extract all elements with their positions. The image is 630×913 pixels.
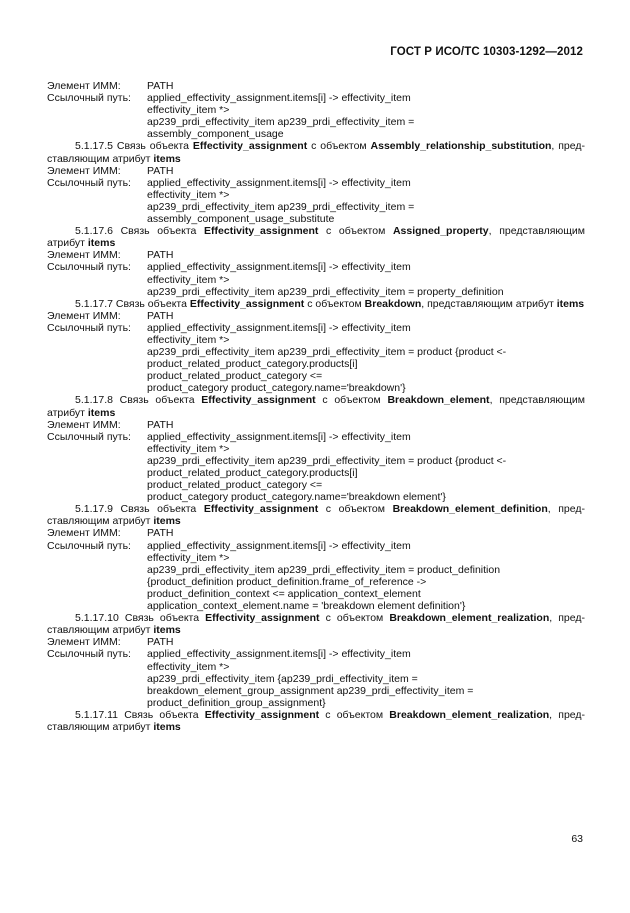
indent [47, 286, 147, 298]
indent [47, 576, 147, 588]
indent [47, 382, 147, 394]
reference-path-line: ap239_prdi_effectivity_item ap239_prdi_effectivity_item = [147, 116, 415, 129]
document-body [47, 80, 585, 733]
reference-path-row [47, 491, 585, 503]
reference-path-row [47, 92, 585, 104]
clause-text: с объектом [307, 297, 362, 310]
element-value: PATH [147, 80, 174, 92]
mapping-block [47, 140, 585, 225]
clause-text: с объектом [326, 225, 386, 238]
reference-path-line: effectivity_item *> [147, 188, 230, 201]
indent [47, 467, 147, 479]
reference-path-line: assembly_component_usage_substitute [147, 213, 335, 226]
element-value: PATH [147, 164, 174, 177]
clause-text: Связь объекта [124, 612, 200, 625]
indent [47, 104, 147, 116]
clause-text: , пред- ставляющим атрибут [47, 612, 585, 637]
mapping-block [47, 709, 585, 733]
reference-path-line: applied_effectivity_assignment.items[i] -> effectivity_item [147, 539, 411, 552]
clause-target: Breakdown_element_definition [392, 503, 548, 516]
clause-text: , представляющим атрибут [421, 297, 554, 310]
reference-path-line: product_related_product_category <= [147, 479, 323, 492]
reference-path-row [47, 382, 585, 394]
indent [47, 334, 147, 346]
clause-text: Связь объекта [124, 708, 199, 721]
indent [47, 685, 147, 697]
clause-text: , представляющим атрибут [47, 225, 585, 250]
indent [47, 661, 147, 673]
clause-text: , пред- ставляющим атрибут [47, 708, 586, 733]
indent [47, 201, 147, 213]
reference-path-row [47, 479, 585, 491]
reference-path-line: product_definition_group_assignment} [147, 696, 326, 709]
indent [47, 491, 147, 503]
reference-path-label: Ссылочный путь: [47, 176, 131, 189]
page-number: 63 [571, 833, 583, 845]
indent [47, 274, 147, 286]
clause-text: Связь объекта [119, 394, 195, 407]
indent [47, 552, 147, 564]
clause-number: 5.1.17.6 [75, 225, 113, 238]
element-label: Элемент ИММ: [47, 418, 121, 431]
indent [47, 128, 147, 140]
element-row [47, 527, 585, 539]
clause-entity: Effectivity_assignment [189, 297, 305, 310]
reference-path-row [47, 673, 585, 685]
clause-heading [47, 140, 585, 164]
clause-entity: Effectivity_assignment [204, 708, 320, 721]
reference-path-row [47, 443, 585, 455]
element-row [47, 165, 585, 177]
clause-number: 5.1.17.11 [75, 708, 119, 721]
reference-path-row [47, 274, 585, 286]
reference-path-row [47, 685, 585, 697]
reference-path-row [47, 261, 585, 273]
reference-path-label: Ссылочный путь: [47, 430, 131, 443]
reference-path-line: effectivity_item *> [147, 660, 230, 673]
clause-heading [47, 503, 585, 527]
reference-path-line: product_related_product_category <= [147, 370, 323, 383]
attribute-name: items [153, 624, 181, 637]
reference-path-row [47, 648, 585, 660]
clause-target: Breakdown_element_realization [389, 708, 550, 721]
reference-path-row [47, 600, 585, 612]
reference-path-row [47, 661, 585, 673]
indent [47, 673, 147, 685]
indent [47, 564, 147, 576]
element-label: Элемент ИММ: [47, 164, 121, 177]
reference-path-line: applied_effectivity_assignment.items[i] -> effectivity_item [147, 176, 411, 189]
clause-number: 5.1.17.9 [75, 503, 113, 516]
attribute-name: items [556, 297, 585, 310]
mapping-block [47, 298, 585, 395]
reference-path-row [47, 189, 585, 201]
reference-path-row [47, 370, 585, 382]
reference-path-label: Ссылочный путь: [47, 261, 131, 274]
reference-path-line: application_context_element.name = 'breakdown element definition'} [147, 600, 466, 613]
reference-path-line: product_category product_category.name='breakdown'} [147, 382, 406, 395]
clause-text: Связь объекта [116, 140, 189, 153]
mapping-block [47, 394, 585, 503]
element-value: PATH [147, 418, 174, 431]
attribute-name: items [153, 720, 181, 733]
reference-path-label: Ссылочный путь: [47, 92, 131, 105]
clause-text: Связь объекта [115, 297, 187, 310]
attribute-name: items [153, 152, 181, 165]
reference-path-line: effectivity_item *> [147, 442, 230, 455]
clause-text: , пред- ставляющим атрибут [47, 140, 585, 165]
clause-number: 5.1.17.10 [75, 612, 119, 625]
element-row [47, 249, 585, 261]
reference-path-row [47, 431, 585, 443]
clause-entity: Effectivity_assignment [205, 612, 320, 625]
reference-path-line: ap239_prdi_effectivity_item ap239_prdi_effectivity_item = property_definition [147, 285, 504, 298]
element-label: Элемент ИММ: [47, 249, 121, 262]
reference-path-label: Ссылочный путь: [47, 539, 131, 552]
element-label: Элемент ИММ: [47, 80, 121, 92]
reference-path-row [47, 128, 585, 140]
reference-path-line: effectivity_item *> [147, 104, 230, 117]
reference-path-line: ap239_prdi_effectivity_item ap239_prdi_effectivity_item = product {product <- [147, 346, 507, 359]
clause-target: Assigned_property [392, 225, 489, 238]
reference-path-label: Ссылочный путь: [47, 648, 131, 661]
element-label: Элемент ИММ: [47, 309, 121, 322]
reference-path-line: product_definition_context <= application_context_element [147, 587, 421, 600]
attribute-name: items [87, 237, 116, 250]
reference-path-line: effectivity_item *> [147, 333, 230, 346]
indent [47, 600, 147, 612]
indent [47, 358, 147, 370]
reference-path-line: applied_effectivity_assignment.items[i] -> effectivity_item [147, 648, 411, 661]
reference-path-line: assembly_component_usage [147, 128, 284, 141]
clause-text: с объектом [325, 503, 385, 516]
mapping-block [47, 80, 585, 140]
reference-path-row [47, 201, 585, 213]
indent [47, 346, 147, 358]
reference-path-line: breakdown_element_group_assignment ap239_prdi_effectivity_item = [147, 684, 474, 697]
indent [47, 370, 147, 382]
reference-path-row [47, 467, 585, 479]
reference-path-row [47, 697, 585, 709]
clause-text: с объектом [311, 140, 367, 153]
clause-text: с объектом [325, 612, 384, 625]
reference-path-line: {product_definition product_definition.frame_of_reference -> [147, 575, 427, 588]
reference-path-row [47, 552, 585, 564]
clause-text: с объектом [325, 708, 384, 721]
clause-text: с объектом [322, 394, 381, 407]
mapping-block [47, 612, 585, 709]
reference-path-line: applied_effectivity_assignment.items[i] -> effectivity_item [147, 92, 411, 105]
reference-path-line: ap239_prdi_effectivity_item ap239_prdi_effectivity_item = product_definition [147, 563, 501, 576]
element-value: PATH [147, 636, 174, 649]
attribute-name: items [153, 515, 181, 528]
indent [47, 697, 147, 709]
reference-path-row [47, 286, 585, 298]
element-label: Элемент ИММ: [47, 636, 121, 649]
element-row [47, 636, 585, 648]
reference-path-row [47, 116, 585, 128]
clause-entity: Effectivity_assignment [204, 225, 319, 238]
reference-path-label: Ссылочный путь: [47, 321, 131, 334]
reference-path-row [47, 564, 585, 576]
reference-path-row [47, 358, 585, 370]
mapping-block [47, 503, 585, 612]
clause-target: Breakdown [364, 297, 422, 310]
element-row [47, 310, 585, 322]
clause-number: 5.1.17.8 [75, 394, 113, 407]
clause-target: Breakdown_element_realization [389, 612, 550, 625]
reference-path-line: effectivity_item *> [147, 273, 230, 286]
reference-path-row [47, 540, 585, 552]
clause-text: , пред- ставляющим атрибут [47, 503, 586, 528]
indent [47, 189, 147, 201]
mapping-block [47, 225, 585, 298]
reference-path-row [47, 177, 585, 189]
reference-path-row [47, 104, 585, 116]
reference-path-line: ap239_prdi_effectivity_item ap239_prdi_effectivity_item = product {product <- [147, 454, 507, 467]
clause-heading [47, 298, 585, 310]
indent [47, 588, 147, 600]
reference-path-row [47, 346, 585, 358]
reference-path-line: ap239_prdi_effectivity_item ap239_prdi_effectivity_item = [147, 200, 415, 213]
reference-path-line: applied_effectivity_assignment.items[i] -> effectivity_item [147, 430, 411, 443]
reference-path-line: product_related_product_category.products[i] [147, 467, 358, 479]
reference-path-line: effectivity_item *> [147, 551, 230, 564]
reference-path-row [47, 576, 585, 588]
indent [47, 443, 147, 455]
clause-entity: Effectivity_assignment [201, 394, 316, 407]
clause-entity: Effectivity_assignment [192, 140, 308, 153]
reference-path-row [47, 322, 585, 334]
element-value: PATH [147, 249, 174, 262]
clause-text: Связь объекта [120, 503, 197, 516]
clause-heading [47, 612, 585, 636]
element-label: Элемент ИММ: [47, 527, 121, 540]
indent [47, 116, 147, 128]
reference-path-line: applied_effectivity_assignment.items[i] -> effectivity_item [147, 321, 411, 334]
clause-number: 5.1.17.7 [75, 297, 113, 310]
element-row [47, 80, 585, 92]
indent [47, 213, 147, 225]
clause-text: , представляющим атрибут [47, 394, 585, 419]
clause-heading [47, 225, 585, 249]
clause-target: Breakdown_element [387, 394, 490, 407]
document-header: ГОСТ Р ИСО/ТС 10303-1292—2012 [390, 46, 583, 58]
reference-path-line: ap239_prdi_effectivity_item {ap239_prdi_effectivity_item = [147, 672, 418, 685]
clause-entity: Effectivity_assignment [203, 503, 319, 516]
clause-number: 5.1.17.5 [75, 140, 113, 153]
element-value: PATH [147, 309, 174, 322]
element-row [47, 419, 585, 431]
indent [47, 479, 147, 491]
reference-path-row [47, 213, 585, 225]
reference-path-row [47, 455, 585, 467]
indent [47, 455, 147, 467]
clause-text: Связь объекта [120, 225, 197, 238]
element-value: PATH [147, 527, 174, 540]
reference-path-row [47, 334, 585, 346]
reference-path-line: product_related_product_category.products[i] [147, 358, 358, 371]
clause-heading [47, 709, 585, 733]
reference-path-row [47, 588, 585, 600]
clause-target: Assembly_relationship_substitution [370, 140, 552, 153]
reference-path-line: applied_effectivity_assignment.items[i] -> effectivity_item [147, 261, 411, 274]
clause-heading [47, 394, 585, 418]
reference-path-line: product_category product_category.name='breakdown element'} [147, 491, 446, 504]
attribute-name: items [87, 406, 116, 419]
